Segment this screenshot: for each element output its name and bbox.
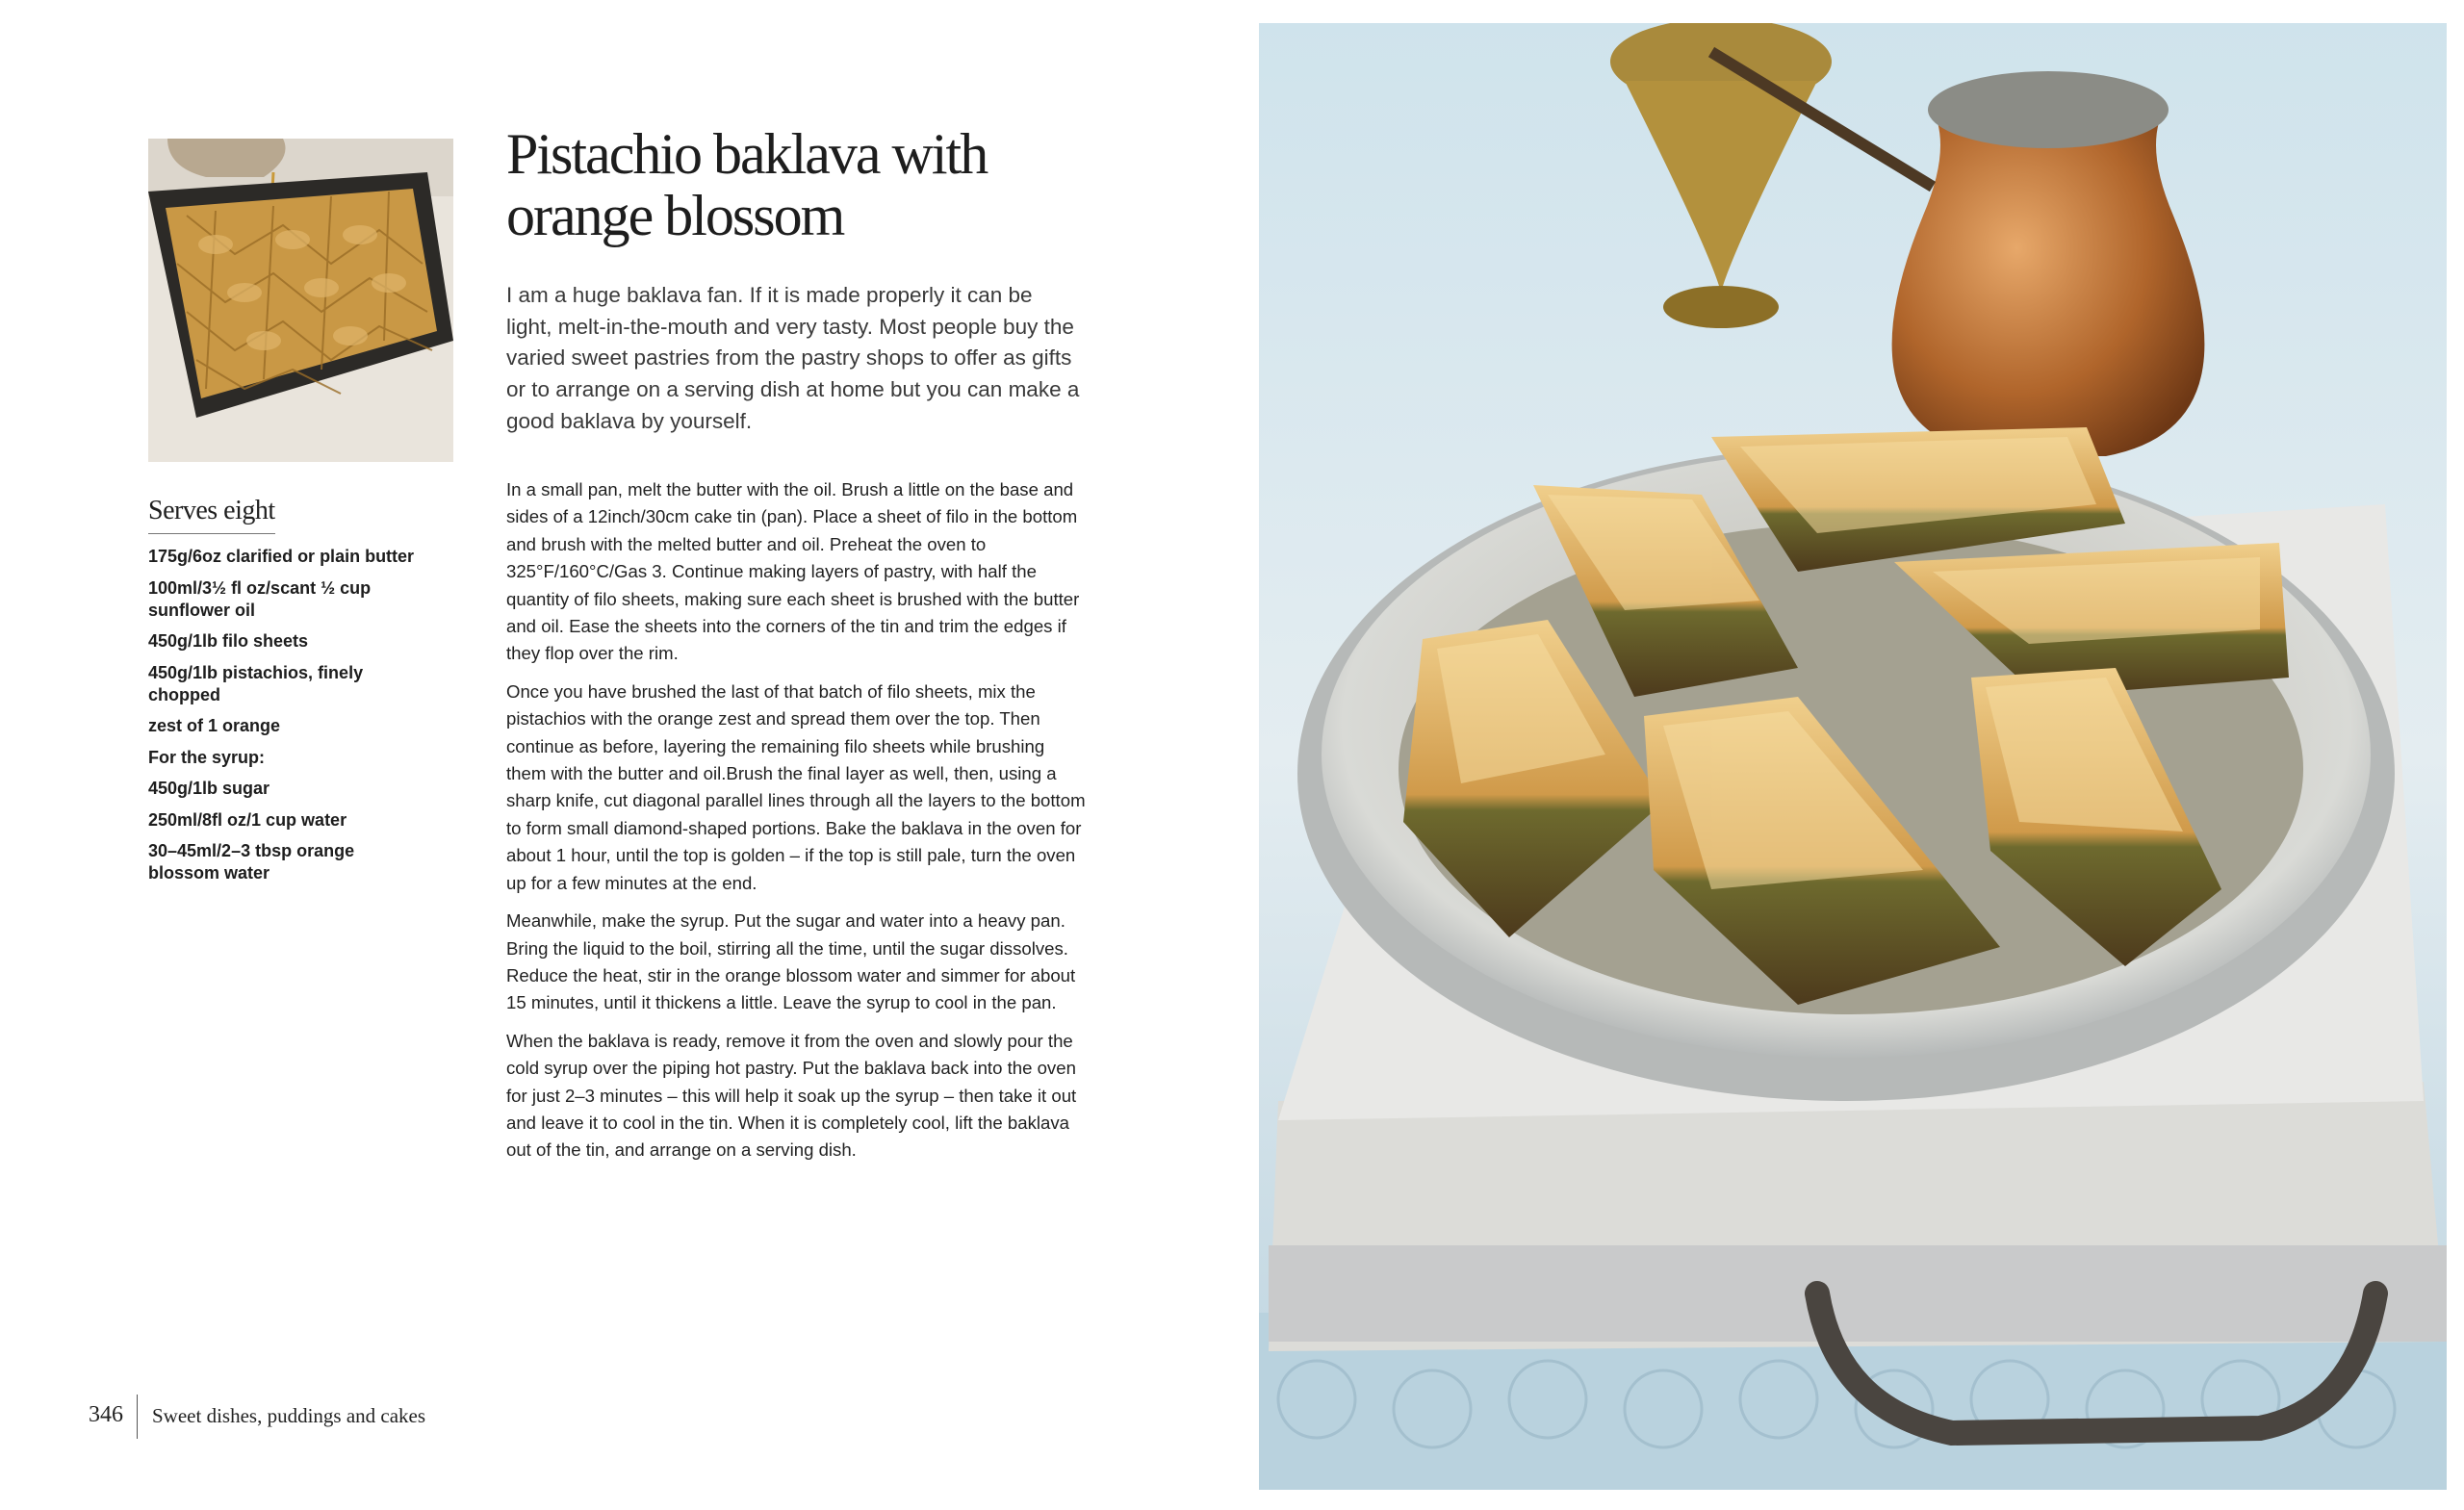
ingredient-item: 175g/6oz clarified or plain butter: [148, 547, 415, 566]
method-paragraph: In a small pan, melt the butter with the oil. Brush a little on the base and sides of a 12inch/30cm cake tin (pan). Place a sheet of filo in the bottom and brush with the melted butter and oil. Preheat the oven to 325°F/160°C/Gas 3. Continue making layers of pastry, with half the quantity of filo sheets, making sure each sheet is brushed with the butter and oil. Ease the sheets into the corners of the tin and trim the edges if they flop over the rim.: [506, 479, 1080, 664]
footer-divider: [137, 1395, 138, 1439]
main-photo: [1259, 23, 2447, 1490]
ingredient-item: 450g/1lb sugar: [148, 779, 270, 798]
ingredient-item: 30–45ml/2–3 tbsp orange blossom water: [148, 841, 355, 883]
recipe-intro: I am a huge baklava fan. If it is made properly it can be light, melt-in-the-mouth and very tasty. Most people buy the varied sweet pastries from the pastry shops to offer as gifts or to arrange on a serving dish at home but you can make a good baklava by yourself.: [506, 283, 1080, 433]
title-line-2: orange blossom: [506, 184, 844, 247]
recipe-title: [506, 123, 1045, 246]
method-paragraph: When the baklava is ready, remove it from the oven and slowly pour the cold syrup over the piping hot pastry. Put the baklava back into the oven for just 2–3 minutes – this will help it soak up the syrup – then take it out and leave it to cool in the tin. When it is completely cool, lift the baklava out of the tin, and arrange on a serving dish.: [506, 1030, 1077, 1161]
ingredient-item: zest of 1 orange: [148, 716, 281, 735]
ingredient-subheading: For the syrup:: [148, 747, 266, 767]
serves-heading: Serves eight: [148, 496, 275, 534]
ingredients-list: [148, 546, 427, 894]
section-name: Sweet dishes, puddings and cakes: [152, 1404, 426, 1427]
method-paragraph: Meanwhile, make the syrup. Put the sugar and water into a heavy pan. Bring the liquid to the boil, stirring all the time, until the sugar dissolves. Reduce the heat, stir in the orange blossom water and simmer for about 15 minutes, until it thickens a little. Leave the syrup to cool in the pan.: [506, 910, 1076, 1013]
step-photo: [148, 139, 453, 462]
ingredient-item: 250ml/8fl oz/1 cup water: [148, 809, 347, 830]
ingredient-item: 450g/1lb pistachios, finely chopped: [148, 662, 364, 704]
method-paragraph: Once you have brushed the last of that batch of filo sheets, mix the pistachios with the orange zest and spread them over the top. Then continue as before, layering the remaining filo sheets while brushing them with the butter and oil.Brush the final layer as well, then, using a sharp knife, cut diagonal parallel lines through all the layers to the bottom to form small diamond-shaped portions. Bake the baklava in the oven for about 1 hour, until the top is golden – if the top is still pale, turn the oven up for a few minutes at the end.: [506, 680, 1086, 893]
ingredient-item: 100ml/3½ fl oz/scant ½ cup sunflower oil: [148, 577, 372, 620]
page-number: 346: [89, 1402, 123, 1427]
ingredient-item: 450g/1lb filo sheets: [148, 631, 309, 651]
method-section: [506, 476, 1089, 1175]
title-line-1: Pistachio baklava with: [506, 122, 988, 186]
